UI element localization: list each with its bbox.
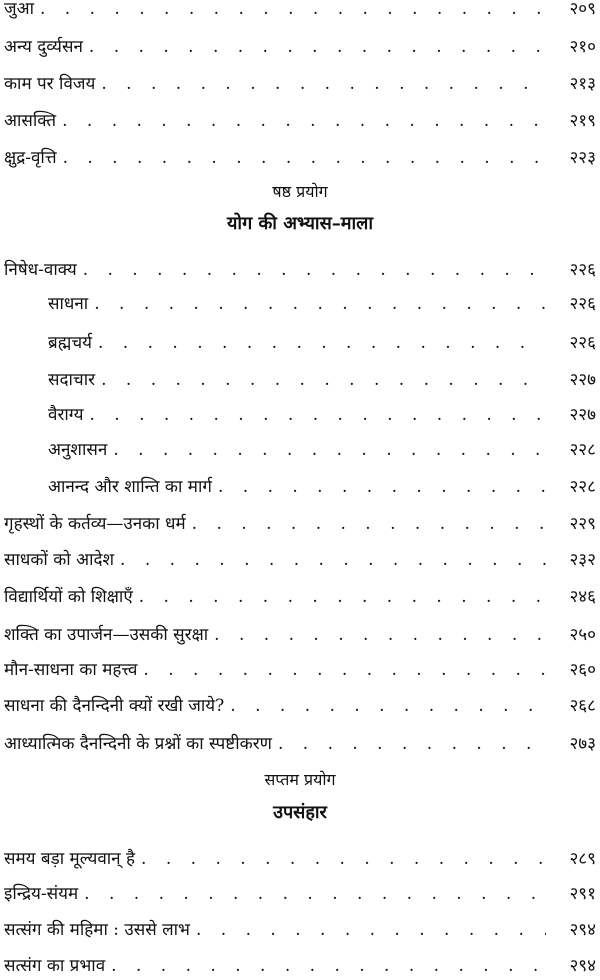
entry-page: २९४ bbox=[569, 956, 596, 976]
dot-leader bbox=[192, 510, 546, 538]
entry-page: २२९ bbox=[569, 514, 596, 534]
entry-title: निषेध-वाक्य bbox=[4, 260, 77, 280]
dot-leader bbox=[230, 692, 546, 720]
dot-leader bbox=[40, 0, 546, 23]
toc-entry bbox=[4, 510, 596, 538]
dot-leader bbox=[111, 952, 546, 980]
toc-entry bbox=[4, 33, 596, 61]
entry-page: २२६ bbox=[569, 294, 596, 314]
entry-title: मौन-साधना का महत्त्व bbox=[4, 660, 138, 680]
dot-leader bbox=[214, 621, 546, 649]
entry-title: साधना की दैनन्दिनी क्यों रखी जाये? bbox=[4, 696, 225, 716]
entry-title: सदाचार bbox=[48, 370, 96, 390]
toc-entry bbox=[4, 916, 596, 944]
dot-leader bbox=[141, 845, 546, 873]
dot-leader bbox=[84, 880, 546, 908]
toc-entry bbox=[4, 256, 596, 284]
entry-title: साधना bbox=[48, 294, 89, 314]
toc-subentry bbox=[48, 473, 596, 501]
entry-title: शक्ति का उपार्जन—उसकी सुरक्षा bbox=[4, 625, 209, 645]
entry-page: २१३ bbox=[569, 74, 596, 94]
entry-title: वैराग्य bbox=[48, 405, 84, 425]
toc-entry bbox=[4, 952, 596, 980]
dot-leader bbox=[89, 33, 546, 61]
entry-page: २३२ bbox=[569, 550, 596, 570]
entry-page: २२७ bbox=[569, 370, 596, 390]
entry-title: जुआ bbox=[4, 0, 34, 19]
dot-leader bbox=[83, 256, 546, 284]
entry-title: गृहस्थों के कर्तव्य—उनका धर्म bbox=[4, 514, 186, 534]
entry-title: समय बड़ा मूल्यवान् है bbox=[4, 849, 136, 869]
entry-page: २४६ bbox=[569, 587, 596, 607]
dot-leader bbox=[62, 107, 546, 135]
toc-subentry bbox=[48, 329, 596, 357]
entry-title: काम पर विजय bbox=[4, 74, 96, 94]
entry-page: २९४ bbox=[569, 920, 596, 940]
toc-entry bbox=[4, 621, 596, 649]
entry-page: २२६ bbox=[569, 260, 596, 280]
toc-entry bbox=[4, 880, 596, 908]
entry-page: २६० bbox=[569, 660, 596, 680]
entry-page: २७३ bbox=[569, 734, 596, 754]
toc-entry bbox=[4, 692, 596, 720]
toc-entry bbox=[4, 70, 596, 98]
dot-leader bbox=[101, 70, 546, 98]
toc-subentry bbox=[48, 436, 596, 464]
toc-entry bbox=[4, 0, 596, 23]
entry-title: अन्य दुर्व्यसन bbox=[4, 37, 83, 57]
entry-page: २२३ bbox=[569, 148, 596, 168]
toc-entry bbox=[4, 144, 596, 172]
dot-leader bbox=[94, 290, 546, 318]
dot-leader bbox=[113, 436, 546, 464]
entry-title: ब्रह्मचर्य bbox=[48, 333, 92, 353]
dot-leader bbox=[120, 546, 546, 574]
toc-entry bbox=[4, 546, 596, 574]
dot-leader bbox=[139, 583, 546, 611]
entry-title: आनन्द और शान्ति का मार्ग bbox=[48, 477, 212, 497]
dot-leader bbox=[218, 473, 546, 501]
entry-title: सत्संग की महिमा : उससे लाभ bbox=[4, 920, 190, 940]
entry-title: साधकों को आदेश bbox=[4, 550, 115, 570]
dot-leader bbox=[101, 366, 546, 394]
entry-title: आध्यात्मिक दैनन्दिनी के प्रश्नों का स्पष्टीकरण bbox=[4, 734, 272, 754]
entry-page: २६८ bbox=[569, 696, 596, 716]
entry-title: क्षुद्र-वृत्ति bbox=[4, 148, 57, 168]
toc-entry bbox=[4, 583, 596, 611]
entry-title: सत्संग का प्रभाव bbox=[4, 956, 106, 976]
entry-title: विद्यार्थियों को शिक्षाएँ bbox=[4, 587, 133, 607]
section-7-subtitle: सप्तम प्रयोग bbox=[264, 770, 336, 789]
toc-entry bbox=[4, 107, 596, 135]
dot-leader bbox=[278, 730, 546, 758]
entry-title: इन्द्रिय-संयम bbox=[4, 884, 79, 904]
dot-leader bbox=[63, 144, 546, 172]
dot-leader bbox=[143, 656, 546, 684]
entry-title: अनुशासन bbox=[48, 440, 108, 460]
toc-subentry bbox=[48, 366, 596, 394]
entry-page: २२६ bbox=[569, 333, 596, 353]
entry-page: २०९ bbox=[569, 0, 596, 19]
dot-leader bbox=[196, 916, 546, 944]
entry-page: २२७ bbox=[569, 405, 596, 425]
entry-title: आसक्ति bbox=[4, 111, 57, 131]
toc-entry bbox=[4, 730, 596, 758]
toc-entry bbox=[4, 656, 596, 684]
section-6-subtitle: षष्ठ प्रयोग bbox=[272, 182, 328, 201]
dot-leader bbox=[89, 401, 546, 429]
entry-page: २२८ bbox=[569, 440, 596, 460]
dot-leader bbox=[98, 329, 546, 357]
entry-page: २९१ bbox=[569, 884, 596, 904]
section-7-title: उपसंहार bbox=[273, 802, 327, 823]
toc-subentry bbox=[48, 401, 596, 429]
entry-page: २१९ bbox=[569, 111, 596, 131]
entry-page: २८९ bbox=[569, 849, 596, 869]
entry-page: २१० bbox=[569, 37, 596, 57]
toc-entry bbox=[4, 845, 596, 873]
section-6-title: योग की अभ्यास–माला bbox=[226, 213, 374, 234]
entry-page: २५० bbox=[569, 625, 596, 645]
entry-page: २२८ bbox=[569, 477, 596, 497]
toc-subentry bbox=[48, 290, 596, 318]
